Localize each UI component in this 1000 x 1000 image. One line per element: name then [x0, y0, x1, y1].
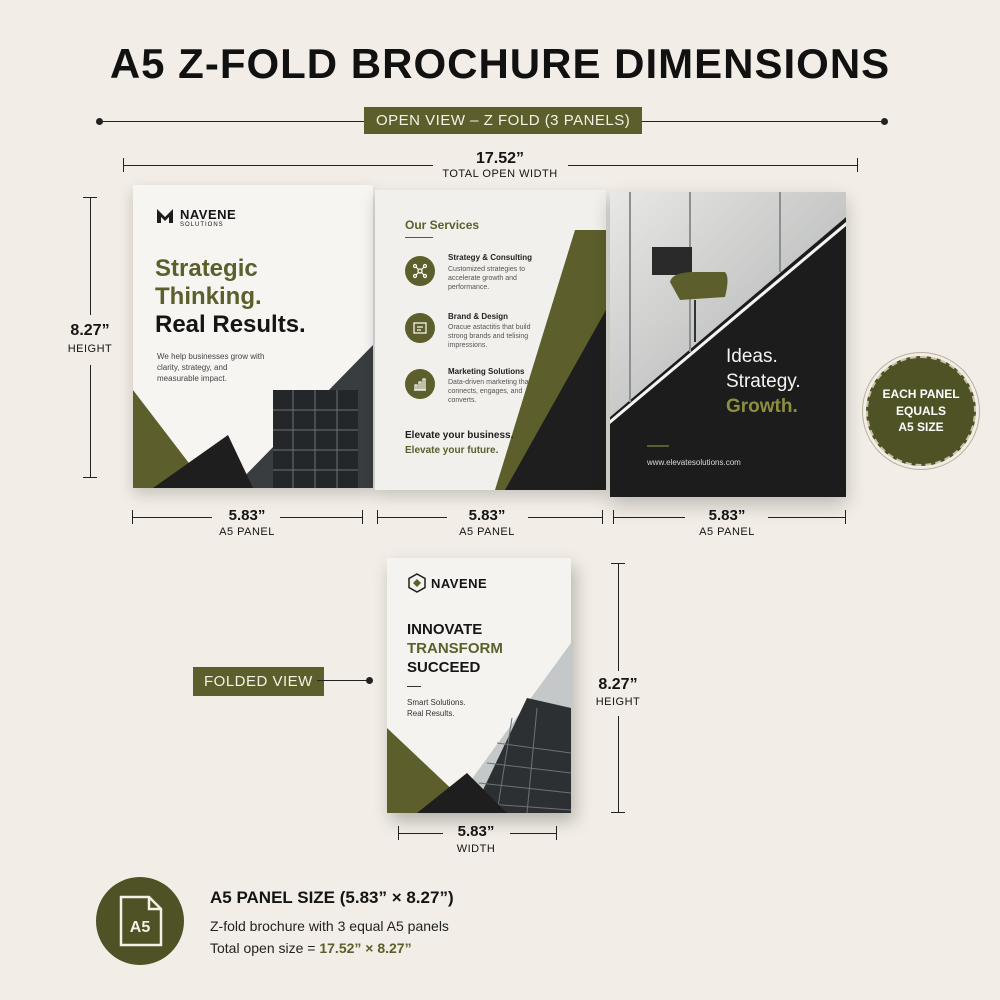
panel-2-dim-line-right [528, 517, 602, 518]
folded-width-value: 5.83” [457, 823, 495, 840]
folded-height-value: 8.27” [598, 676, 638, 693]
footer-line-2-highlight: 17.52” × 8.27” [319, 940, 412, 956]
folded-height-line-top [618, 563, 619, 671]
footer-line-2-prefix: Total open size = [210, 940, 320, 956]
chart-icon [405, 369, 435, 399]
height-line-top [90, 197, 91, 315]
folded-view-connector [317, 680, 369, 681]
panel-1-headline-1: Strategic [155, 255, 258, 282]
panel-2-dim-line-left [377, 517, 447, 518]
service-3-title: Marketing Solutions [448, 367, 525, 376]
height-value: 8.27” [70, 322, 110, 339]
folded-brochure [387, 558, 571, 813]
folded-sub-2: Real Results. [407, 709, 455, 718]
panel-3-dim-line-left [613, 517, 685, 518]
service-1-desc: Customized strategies to accelerate growth and performance. [448, 266, 526, 292]
folded-view-connector-dot [366, 677, 373, 684]
badge-line-2: EQUALS [895, 403, 946, 418]
panel-1-dim-line-left [132, 517, 212, 518]
panel-2-footer-2: Elevate your future. [405, 445, 499, 456]
badge-line-3: A5 SIZE [898, 420, 944, 435]
height-tick-bottom [83, 477, 97, 478]
panel-3-dim-line-right [768, 517, 845, 518]
folded-headline-1: INNOVATE [407, 621, 483, 638]
folded-sub-1: Smart Solutions. [407, 698, 466, 707]
folded-width-line-right [510, 833, 556, 834]
folded-view-label: FOLDED VIEW [193, 667, 324, 696]
total-width-label: TOTAL OPEN WIDTH [442, 168, 558, 180]
folded-headline-2: TRANSFORM [407, 640, 503, 657]
panel-2-dim-value: 5.83” [468, 507, 506, 524]
service-1-title: Strategy & Consulting [448, 253, 533, 262]
navene-logo-icon [155, 205, 175, 225]
panel-1-headline-2: Thinking. [155, 283, 262, 310]
panel-3-line-2: Strategy. [726, 371, 801, 392]
a5-document-badge [96, 877, 184, 965]
footer-heading: A5 PANEL SIZE (5.83” × 8.27”) [210, 888, 454, 907]
total-width-tick-right [857, 158, 858, 172]
services-heading-underline [405, 237, 433, 238]
service-3-desc: Data-driven marketing that connects, engages, and converts. [448, 379, 531, 405]
panel-3-url: www.elevatesolutions.com [647, 458, 741, 467]
folded-height-label: HEIGHT [595, 696, 641, 708]
panel-1-headline-3: Real Results. [155, 311, 306, 338]
service-2-desc: Oracue astactitis that build strong brands and telising impressions. [448, 324, 531, 350]
panel-1-brand: NAVENE [180, 207, 237, 222]
panel-3-dim-value: 5.83” [708, 507, 746, 524]
footer-line-1: Z-fold brochure with 3 equal A5 panels [210, 918, 449, 934]
a5-size-badge [866, 356, 976, 466]
badge-line-1: EACH PANEL [882, 386, 960, 401]
folded-accent-line [407, 686, 421, 687]
total-width-line-right [568, 165, 858, 166]
panel-3 [610, 192, 846, 497]
panel-1-dim-tick-right [362, 510, 363, 524]
a5-icon-text: A5 [129, 919, 151, 936]
panel-1-dim-value: 5.83” [228, 507, 266, 524]
open-view-label: OPEN VIEW – Z FOLD (3 PANELS) [364, 107, 642, 134]
panel-2-footer-1: Elevate your business. [405, 430, 514, 441]
panel-1 [133, 185, 373, 488]
panel-3-dim-label: A5 PANEL [699, 526, 755, 538]
service-2-title: Brand & Design [448, 312, 509, 321]
navene-hex-logo-icon [407, 573, 427, 593]
panel-1-dim-label: A5 PANEL [219, 526, 275, 538]
panel-2-dim-tick-right [602, 510, 603, 524]
height-line-bottom [90, 365, 91, 477]
panel-3-dim-tick-right [845, 510, 846, 524]
height-label: HEIGHT [67, 343, 113, 355]
panel-1-body: We help businesses grow with clarity, strategy, and measurable impact. [157, 352, 265, 384]
panel-2-dim-label: A5 PANEL [459, 526, 515, 538]
footer-line-2 [210, 940, 412, 956]
network-icon [405, 256, 435, 286]
rule-dot-right [881, 118, 888, 125]
folded-width-tick-right [556, 826, 557, 840]
panel-2 [375, 190, 606, 490]
panel-3-line-1: Ideas. [726, 346, 778, 367]
panel-3-line-3: Growth. [726, 396, 798, 417]
folded-brand: NAVENE [431, 576, 488, 591]
total-width-line-left [123, 165, 433, 166]
page-title: A5 Z-FOLD BROCHURE DIMENSIONS [109, 40, 891, 87]
panel-1-dim-line-right [280, 517, 362, 518]
services-heading: Our Services [405, 218, 480, 232]
folded-width-label: WIDTH [456, 843, 496, 855]
panel-3-accent [647, 445, 669, 447]
design-icon [405, 313, 435, 343]
folded-height-tick-bottom [611, 812, 625, 813]
folded-height-line-bottom [618, 716, 619, 812]
panel-1-brand-sub: SOLUTIONS [180, 222, 224, 228]
folded-headline-3: SUCCEED [407, 659, 481, 676]
total-width-value: 17.52” [475, 150, 525, 167]
